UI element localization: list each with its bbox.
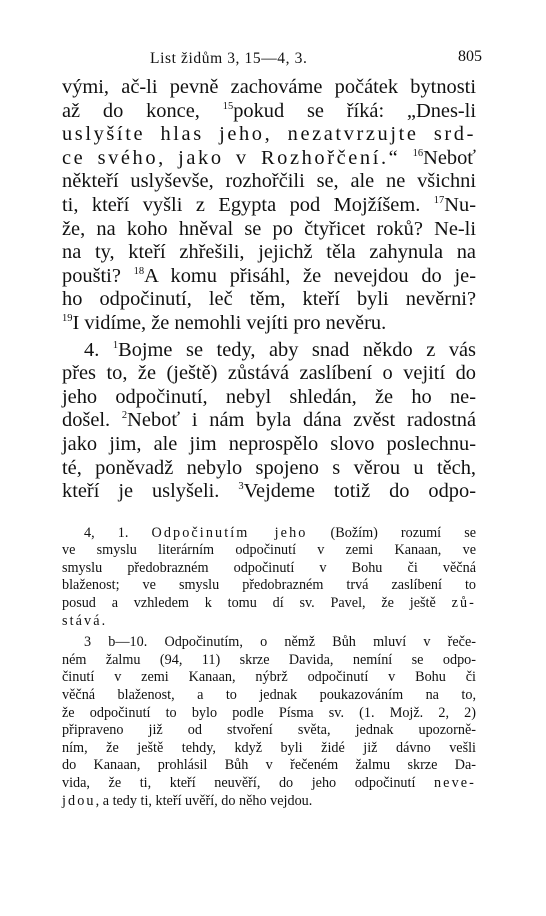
page-number: 805 [458, 48, 482, 65]
footnote-2 [62, 634, 476, 810]
footnote-line: jdou, a tedy ti, kteří uvěří, do něho vejdou. [62, 792, 313, 809]
text-line: vými, ač-li pevně zachováme počátek bytnosti [62, 76, 476, 98]
verse-number: 19 [62, 312, 73, 324]
verse-number: 3 [238, 481, 244, 493]
footnote-line: stává. [62, 612, 108, 629]
text-line: došel. $^2$Neboť i nám byla dána zvěst radostná [62, 409, 476, 432]
footnote-line: posud a vzhledem k tomu dí sv. Pavel, že ještě zů- [62, 595, 476, 612]
footnote-line: blaženost; ve smyslu předobrazném trvá zaslíbení to [62, 577, 476, 594]
footnote-line: připraveno již od stvoření světa, jednak upozorně- [62, 722, 476, 739]
text-line: jako jim, ale jim neprospělo slovo poslechnu- [62, 432, 476, 455]
verse-number: 1 [112, 339, 119, 351]
verse-number: 17 [433, 194, 445, 206]
text-line: $^{19}$I vidíme, že nemohli vejíti pro nevěru. [62, 311, 387, 334]
footnote-line: ném žalmu (94, 11) skrze Davida, nemíní se odpo- [62, 651, 476, 668]
text-line: poušti? $^{18}$A komu přisáhl, že nevejdou do je- [62, 264, 477, 287]
text-line: ho odpočinutí, leč těm, kteří byli nevěrni? [62, 288, 476, 311]
running-head: List židům 3, 15—4, 3. [150, 50, 308, 67]
text-line: 4. $^1$Bojme se tedy, aby snad někdo z vás [62, 339, 476, 363]
verse-number: 18 [133, 265, 145, 277]
footnote-line: 3 b—10. Odpočinutím, o němž Bůh mluví v řeče- [84, 634, 476, 651]
footnote-line: do Kanaan, prohlásil Bůh v řečeném žalmu skrze Da- [62, 757, 476, 774]
footnote-line: ním, že ještě tehdy, když byli židé již dávno vešli [62, 739, 476, 756]
chapter-number: 4. [84, 338, 113, 361]
footnote-1 [62, 525, 476, 631]
footnote-line: smyslu předobrazném odpočinutí v Bohu či věčná [62, 559, 476, 576]
text-line: ce svého, jako v Rozhořčení.“ $^{16}$Neboť [62, 146, 476, 169]
text-line: kteří je uslyšeli. $^3$Vejdeme totiž do odpo- [62, 480, 476, 503]
verse-number: 15 [222, 100, 234, 112]
text-line: té, poněvadž nebylo spojeno s věrou u těch, [62, 456, 476, 479]
text-line: až do konce, $^{15}$pokud se říká: „Dnes-li [62, 99, 476, 122]
footnote-line: že odpočinutí to bylo podle Písma sv. (1. Mojž. 2, 2) [62, 704, 476, 721]
text-line: že, na koho hněval se po čtyřicet roků? Ne-li [62, 217, 476, 240]
footnote-line: činutí v zemi Kanaan, nýbrž odpočinutí v Bohu či [62, 669, 476, 686]
footnote-line: ve smyslu literárním odpočinutí v zemi Kanaan, ve [62, 542, 476, 559]
text-line: někteří uslyševše, rozhořčili se, ale ne všichni [62, 170, 476, 193]
verse-number: 16 [412, 147, 424, 159]
text-line: jeho odpočinutí, nebyl shledán, že ho ne- [62, 385, 476, 408]
footnote-line: vida, že ti, kteří neuvěří, do jeho odpočinutí neve- [62, 775, 476, 791]
footnote-line: 4, 1. Odpočinutím jeho (Božím) rozumí se [84, 524, 477, 541]
text-line: na ty, kteří zhřešili, jejichž těla zahynula na [62, 241, 476, 264]
footnote-line: věčná blaženost, a to jednak poukazováním na to, [62, 687, 476, 704]
page-header [62, 42, 482, 72]
text-line: ti, kteří vyšli z Egypta pod Mojžíšem. $^{17}$Nu- [62, 193, 476, 216]
text-line: přes to, že (ještě) zůstává zaslíbení o vejití do [62, 362, 476, 385]
verse-number: 2 [121, 410, 128, 422]
footnotes [62, 525, 476, 811]
main-text [62, 76, 476, 504]
text-line: uslyšíte hlas jeho, nezatvrzujte srd- [62, 123, 476, 146]
